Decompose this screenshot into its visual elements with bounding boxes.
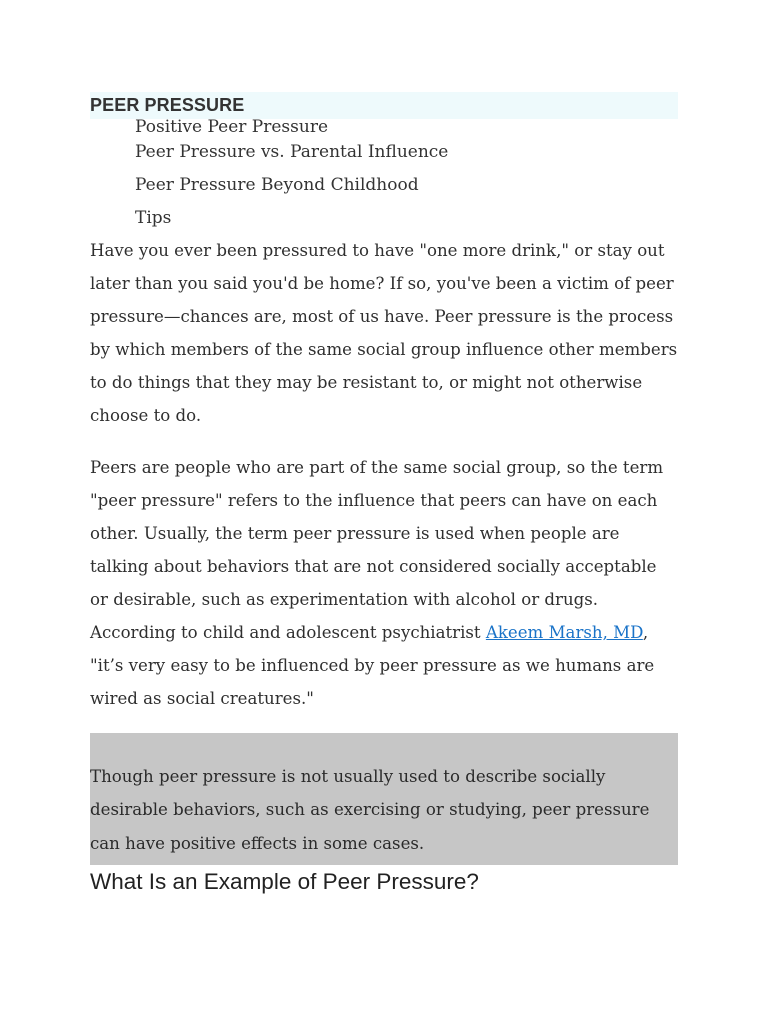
author-link[interactable]: Akeem Marsh, MD <box>485 623 643 643</box>
intro-paragraph: Have you ever been pressured to have "one more drink," or stay out later than you said you'd be home? If so, you've been a victim of peer pressure—chances are, most of us have. Peer pressure is the process by which members of the same social group influence other members to do things that they may be resistant to, or might not otherwise choose to do. <box>90 241 678 426</box>
callout-box <box>90 733 678 865</box>
page-title: PEER PRESSURE <box>90 95 245 115</box>
toc-item-label: Positive Peer Pressure <box>135 117 329 137</box>
definition-paragraph <box>90 451 678 716</box>
toc-item-tips[interactable] <box>135 202 678 235</box>
toc-item-positive-peer-pressure[interactable] <box>135 119 678 136</box>
toc-item-label: Tips <box>135 208 172 228</box>
toc-item-beyond-childhood[interactable] <box>135 169 678 202</box>
table-of-contents <box>90 119 678 235</box>
article <box>90 92 678 897</box>
callout-text: Though peer pressure is not usually used to describe socially desirable behaviors, such as exercising or studying, peer pressure can have positive effects in some cases. <box>90 767 650 853</box>
title-bar <box>90 92 678 119</box>
toc-item-label: Peer Pressure Beyond Childhood <box>135 175 419 195</box>
toc-item-label: Peer Pressure vs. Parental Influence <box>135 142 449 162</box>
quote-text: , "it’s very easy to be influenced by peer pressure as we humans are wired as social creatures." <box>90 623 655 709</box>
definition-text: Peers are people who are part of the same social group, so the term "peer pressure" refers to the influence that peers can have on each other. Usually, the term peer pressure is used when people are talking about behaviors that are not considered socially acceptable or desirable, such as experimentation with alcohol or drugs. According to child and adolescent psychiatrist <box>90 457 664 643</box>
toc-item-parental-influence[interactable] <box>135 136 678 169</box>
section-heading: What Is an Example of Peer Pressure? <box>90 869 479 895</box>
